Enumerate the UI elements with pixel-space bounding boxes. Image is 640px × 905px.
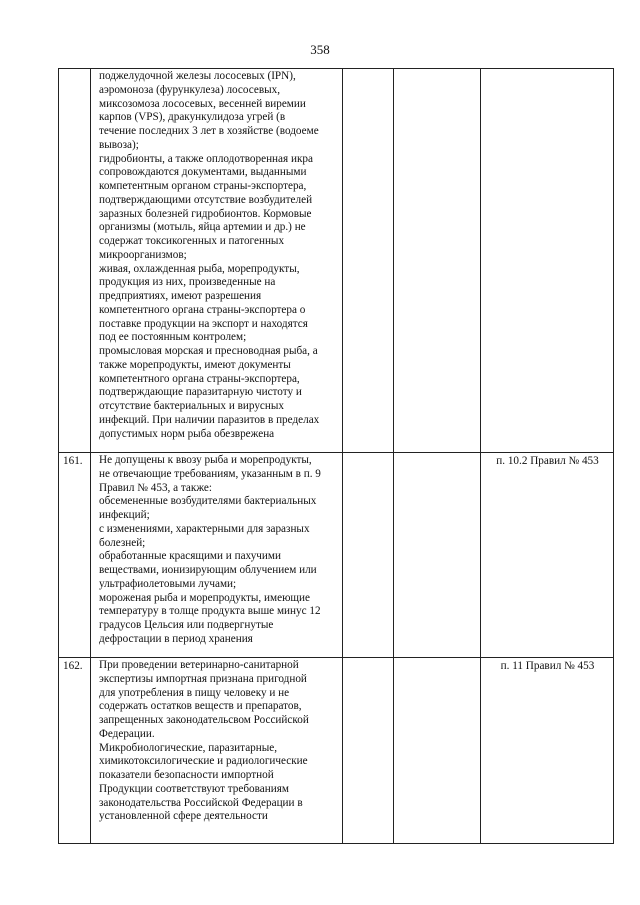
- text-line: инфекций. При наличии паразитов в пределах: [99, 413, 320, 426]
- text-line: течение последних 3 лет в хозяйстве (водоеме: [99, 125, 319, 137]
- empty-cell: [343, 658, 394, 844]
- text-line: веществами, ионизирующим облучением или: [99, 564, 317, 576]
- text-line: поставке продукции на экспорт и находятся: [99, 317, 308, 330]
- text-line: Федерации.: [99, 727, 155, 740]
- text-line: Не допущены к ввозу рыба и морепродукты,: [99, 454, 312, 466]
- row-number: 162.: [59, 658, 91, 844]
- text-line: отсутствие бактериальных и вирусных: [99, 400, 284, 412]
- text-line: сопровождаются документами, выданными: [99, 166, 307, 179]
- text-line: организмы (мотыль, яйца артемии и др.) не: [99, 221, 306, 234]
- text-line: дефростации в период хранения: [99, 632, 253, 645]
- text-line: температуру в толще продукта выше минус 12: [99, 605, 321, 618]
- text-line: вывоза);: [99, 138, 139, 151]
- row-number: [59, 69, 91, 453]
- text-line: также морепродукты, имеют документы: [99, 358, 291, 371]
- requirement-text: [91, 69, 343, 453]
- text-line: ультрафиолетовыми лучами;: [99, 577, 237, 590]
- table-row-162: [59, 658, 614, 844]
- text-line: аэромоноза (фурункулеза) лососевых,: [99, 83, 281, 96]
- text-line: допустимых норм рыба обезврежена: [99, 427, 275, 440]
- text-line: поджелудочной железы лососевых (IPN),: [99, 70, 296, 82]
- empty-cell: [394, 658, 481, 844]
- text-line: с изменениями, характерными для заразных: [99, 522, 310, 535]
- text-line: химикотоксилогические и радиологические: [99, 755, 308, 768]
- text-line: обсемененные возбудителями бактериальных: [99, 495, 317, 508]
- text-line: карпов (VPS), дракункулидоза угрей (в: [99, 111, 286, 124]
- empty-cell: [394, 69, 481, 453]
- text-line: гидробионты, а также оплодотворенная икра: [99, 152, 313, 165]
- page-number: 358: [310, 42, 330, 57]
- text-line: компетентного органа страны-экспортера о: [99, 303, 306, 316]
- text-line: законодательства Российской Федерации в: [99, 796, 303, 809]
- text-line: компетентным органом страны-экспортера,: [99, 180, 307, 192]
- text-line: подтверждающие паразитарную чистоту и: [99, 386, 302, 399]
- text-line: продукция из них, произведенные на: [99, 276, 276, 289]
- text-line: для употребления в пищу человеку и не: [99, 686, 290, 699]
- text-line: инфекций;: [99, 509, 150, 521]
- text-line: компетентного органа страны-экспортера,: [99, 372, 300, 385]
- text-line: миксозомоза лососевых, весенней виремии: [99, 97, 306, 110]
- text-line: содержать остатков веществ и препаратов,: [99, 700, 302, 713]
- text-line: обработанные красящими и пахучими: [99, 550, 281, 563]
- text-line: При проведении ветеринарно-санитарной: [99, 659, 299, 671]
- text-line: установленной сфере деятельности: [99, 810, 268, 823]
- requirement-text: [91, 453, 343, 658]
- table-row-161: [59, 453, 614, 658]
- text-line: микроорганизмов;: [99, 248, 187, 261]
- text-line: запрещенных законодательсвом Российской: [99, 714, 309, 726]
- text-line: заразных болезней гидробионтов. Кормовые: [99, 207, 312, 220]
- empty-cell: [343, 69, 394, 453]
- requirement-text: [91, 658, 343, 844]
- text-line: живая, охлажденная рыба, морепродукты,: [99, 262, 300, 275]
- text-line: подтверждающими отсутствие возбудителей: [99, 193, 313, 206]
- text-line: градусов Цельсия или подвергнутые: [99, 619, 274, 631]
- text-line: Продукции соответствуют требованиям: [99, 782, 289, 795]
- text-line: экспертизы импортная признана пригодной: [99, 672, 307, 685]
- text-line: промысловая морская и пресноводная рыба, а: [99, 345, 318, 357]
- empty-cell: [394, 453, 481, 658]
- text-line: под ее постоянным контролем;: [99, 331, 247, 344]
- text-line: содержат токсикогенных и патогенных: [99, 235, 285, 247]
- text-line: болезней;: [99, 536, 146, 549]
- legal-reference: п. 10.2 Правил № 453: [481, 453, 614, 658]
- text-line: Микробиологические, паразитарные,: [99, 741, 278, 754]
- row-number: 161.: [59, 453, 91, 658]
- legal-reference: [481, 69, 614, 453]
- text-line: показатели безопасности импортной: [99, 769, 274, 781]
- text-line: мороженая рыба и морепродукты, имеющие: [99, 591, 310, 604]
- requirements-table: [58, 68, 614, 844]
- table-row-continued: [59, 69, 614, 453]
- text-line: не отвечающие требованиям, указанным в п. 9: [99, 467, 321, 480]
- text-line: предприятиях, имеют разрешения: [99, 290, 262, 302]
- text-line: Правил № 453, а также:: [99, 481, 212, 494]
- empty-cell: [343, 453, 394, 658]
- legal-reference: п. 11 Правил № 453: [481, 658, 614, 844]
